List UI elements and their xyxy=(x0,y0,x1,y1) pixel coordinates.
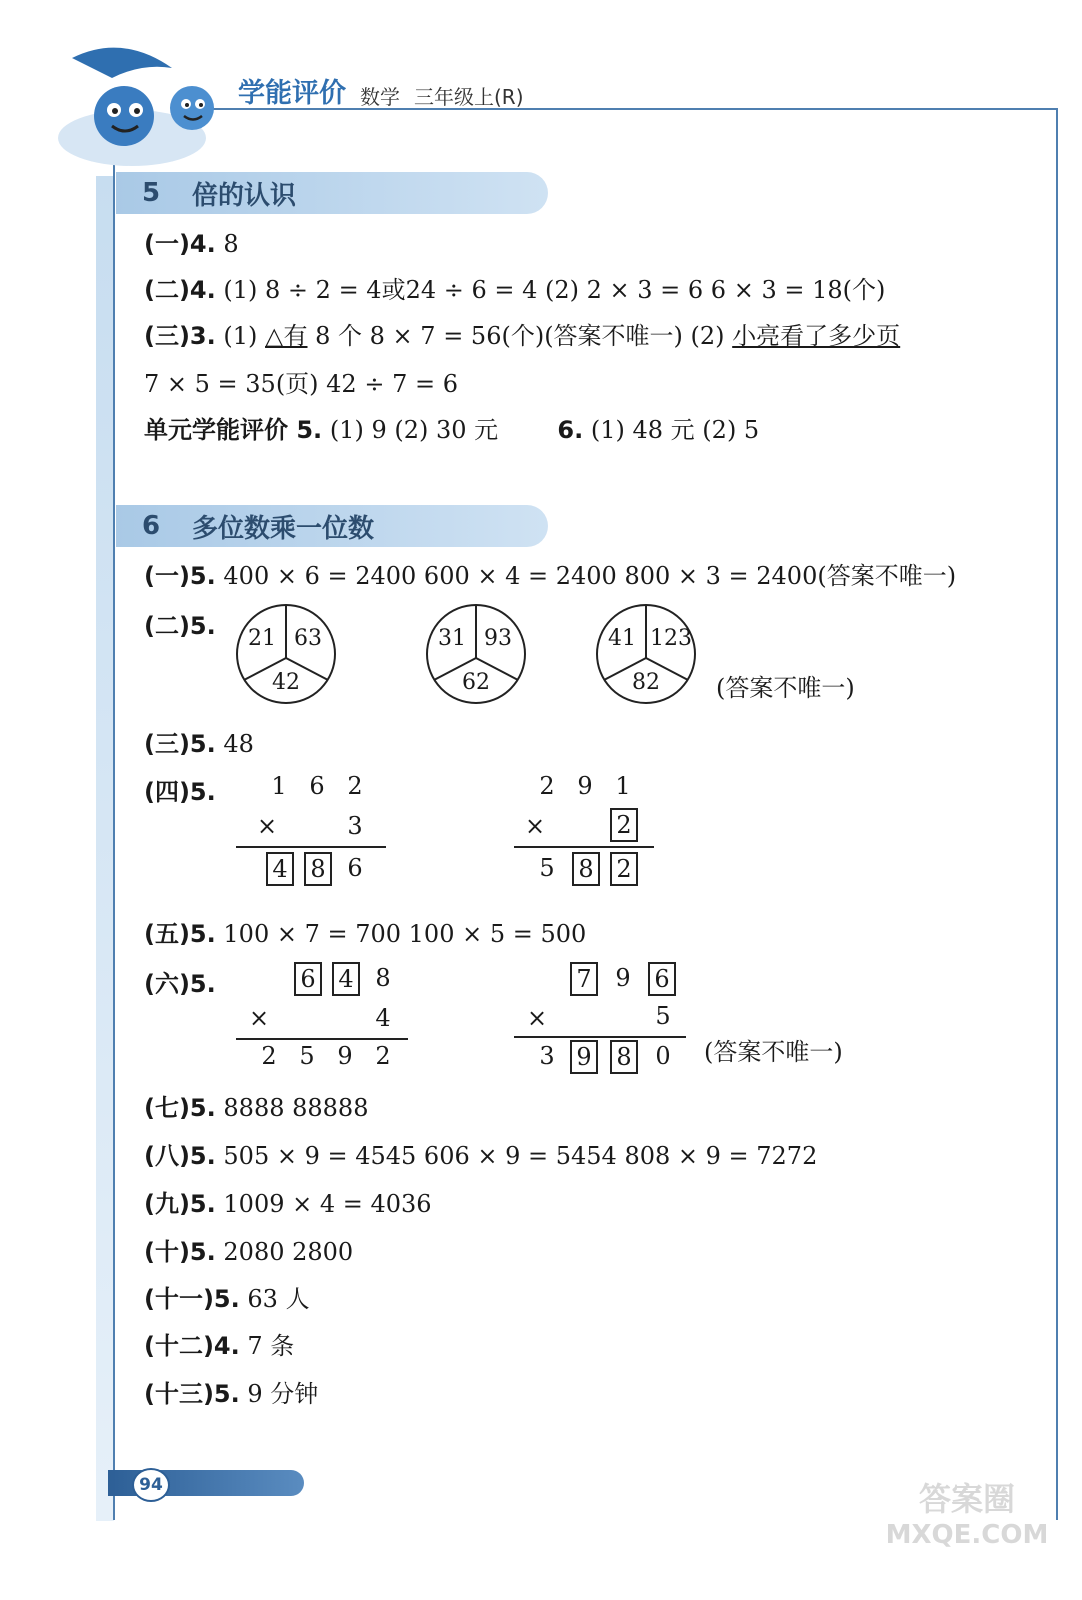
circle-value: 42 xyxy=(272,670,300,695)
subject: 数学 xyxy=(360,85,400,109)
question-label: 6. xyxy=(557,416,584,444)
digit: 2 xyxy=(375,1042,391,1070)
answer-line xyxy=(144,560,956,592)
circle-value: 93 xyxy=(484,626,512,651)
question-label: (四)5. xyxy=(144,778,216,806)
filled-box: 8 xyxy=(304,852,332,886)
question-label: (九)5. xyxy=(144,1190,216,1218)
question-label: (十一)5. xyxy=(144,1285,240,1313)
page-header xyxy=(238,74,524,110)
answer-line xyxy=(144,228,239,260)
answer-line xyxy=(144,368,458,400)
section-number: 6 xyxy=(142,511,161,541)
digit: 6 xyxy=(347,854,363,882)
digit: 1 xyxy=(271,772,287,800)
answer-line xyxy=(144,414,759,446)
answer-text: 9 分钟 xyxy=(247,1380,319,1408)
circle-value: 123 xyxy=(650,626,692,651)
digit: 3 xyxy=(539,1042,555,1070)
filled-box: 4 xyxy=(266,852,294,886)
section-title: 多位数乘一位数 xyxy=(192,513,375,544)
answer-line xyxy=(144,918,586,950)
brand-title: 学能评价 xyxy=(238,78,346,109)
question-label: (十二)4. xyxy=(144,1332,240,1360)
answer-text: 1009 × 4 = 4036 xyxy=(223,1190,432,1218)
division-circle xyxy=(236,604,336,704)
digit: 3 xyxy=(347,812,363,840)
filled-box: 9 xyxy=(570,1040,598,1074)
result-rule xyxy=(514,1036,686,1038)
answer-text: (1) 9 (2) 30 元 xyxy=(329,416,499,444)
digit: 0 xyxy=(655,1042,671,1070)
question-label: 单元学能评价 5. xyxy=(144,416,323,444)
filled-box: 2 xyxy=(610,852,638,886)
filled-box: 2 xyxy=(610,808,638,842)
times-sign: × xyxy=(524,812,546,840)
digit: 8 xyxy=(375,964,391,992)
digit: 2 xyxy=(539,772,555,800)
digit: 2 xyxy=(347,772,363,800)
answer-note: (答案不唯一) xyxy=(716,674,855,702)
answer-text: (1) xyxy=(223,322,266,350)
frame-left-border xyxy=(113,150,115,1520)
answer-text: 8 xyxy=(223,230,239,258)
filled-box: 8 xyxy=(572,852,600,886)
question-label: (十三)5. xyxy=(144,1380,240,1408)
section-5-banner xyxy=(116,172,548,214)
question-label: (三)3. xyxy=(144,322,216,350)
vertical-multiplication xyxy=(236,960,408,1080)
answer-text: 2080 2800 xyxy=(223,1238,354,1266)
answer-text: 505 × 9 = 4545 606 × 9 = 5454 808 × 9 = 7272 xyxy=(223,1142,818,1170)
answer-line xyxy=(144,1188,432,1220)
circle-value: 41 xyxy=(608,626,636,651)
answer-text: (1) 8 ÷ 2 = 4或24 ÷ 6 = 4 (2) 2 × 3 = 6 6 × 3 = 18(个) xyxy=(223,276,886,304)
digit: 9 xyxy=(337,1042,353,1070)
vertical-multiplication xyxy=(514,770,654,890)
answer-line xyxy=(144,610,216,642)
answer-line xyxy=(144,1236,353,1268)
watermark-url: MXQE.COM xyxy=(885,1520,1049,1550)
digit: 2 xyxy=(261,1042,277,1070)
page-number: 94 xyxy=(132,1468,170,1502)
question-label: (二)5. xyxy=(144,612,216,640)
answer-text: 7 条 xyxy=(247,1332,295,1360)
answer-line xyxy=(144,274,885,306)
answer-line xyxy=(144,1092,368,1124)
question-label: (二)4. xyxy=(144,276,216,304)
watermark: 答案圈 xyxy=(918,1480,1015,1518)
result-rule xyxy=(514,846,654,848)
digit: 9 xyxy=(615,964,631,992)
answer-line xyxy=(144,968,216,1000)
digit: 5 xyxy=(299,1042,315,1070)
underlined-answer: 小亮看了多少页 xyxy=(732,322,901,350)
answer-line xyxy=(144,776,216,808)
section-6-banner xyxy=(116,505,548,547)
result-rule xyxy=(236,846,386,848)
answer-text: 48 xyxy=(223,730,254,758)
question-label: (八)5. xyxy=(144,1142,216,1170)
answer-line xyxy=(144,320,900,352)
circle-value: 21 xyxy=(248,626,276,651)
digit: 1 xyxy=(615,772,631,800)
circle-value: 82 xyxy=(632,670,660,695)
digit: 5 xyxy=(655,1002,671,1030)
circle-value: 62 xyxy=(462,670,490,695)
page-sidebar xyxy=(96,176,114,1521)
answer-line xyxy=(144,728,254,760)
filled-box: 7 xyxy=(570,962,598,996)
answer-line xyxy=(144,1140,817,1172)
answer-line xyxy=(144,1330,294,1362)
question-label: (六)5. xyxy=(144,970,216,998)
answer-text: 63 人 xyxy=(247,1285,310,1313)
division-circle xyxy=(596,604,696,704)
answer-line xyxy=(144,1378,318,1410)
question-label: (一)4. xyxy=(144,230,216,258)
answer-line xyxy=(144,1283,310,1315)
times-sign: × xyxy=(526,1004,548,1032)
vertical-multiplication xyxy=(236,770,386,890)
times-sign: × xyxy=(248,1004,270,1032)
filled-box: 6 xyxy=(294,962,322,996)
question-label: (一)5. xyxy=(144,562,216,590)
digit: 4 xyxy=(375,1004,391,1032)
question-label: (七)5. xyxy=(144,1094,216,1122)
section-title: 倍的认识 xyxy=(192,180,297,211)
question-label: (三)5. xyxy=(144,730,216,758)
answer-note: (答案不唯一) xyxy=(704,1038,843,1066)
division-circle xyxy=(426,604,526,704)
underlined-answer: △有 xyxy=(265,322,308,350)
answer-text: 8888 88888 xyxy=(223,1094,369,1122)
mascot-icon xyxy=(52,38,232,168)
digit: 5 xyxy=(539,854,555,882)
digit: 6 xyxy=(309,772,325,800)
filled-box: 6 xyxy=(648,962,676,996)
question-label: (十)5. xyxy=(144,1238,216,1266)
answer-text: 100 × 7 = 700 100 × 5 = 500 xyxy=(223,920,587,948)
grade: 三年级上(R) xyxy=(414,85,524,109)
filled-box: 4 xyxy=(332,962,360,996)
question-label: (五)5. xyxy=(144,920,216,948)
filled-box: 8 xyxy=(610,1040,638,1074)
circle-value: 63 xyxy=(294,626,322,651)
frame-right-border xyxy=(1056,108,1058,1520)
answer-text: 400 × 6 = 2400 600 × 4 = 2400 800 × 3 = 2400(答案不唯一) xyxy=(223,562,957,590)
answer-text: 8 个 8 × 7 = 56(个)(答案不唯一) (2) xyxy=(307,322,733,350)
circle-value: 31 xyxy=(438,626,466,651)
answer-text: (1) 48 元 (2) 5 xyxy=(590,416,760,444)
times-sign: × xyxy=(256,812,278,840)
answer-text: 7 × 5 = 35(页) 42 ÷ 7 = 6 xyxy=(144,370,458,398)
section-number: 5 xyxy=(142,178,161,208)
digit: 9 xyxy=(577,772,593,800)
vertical-multiplication xyxy=(514,960,686,1080)
